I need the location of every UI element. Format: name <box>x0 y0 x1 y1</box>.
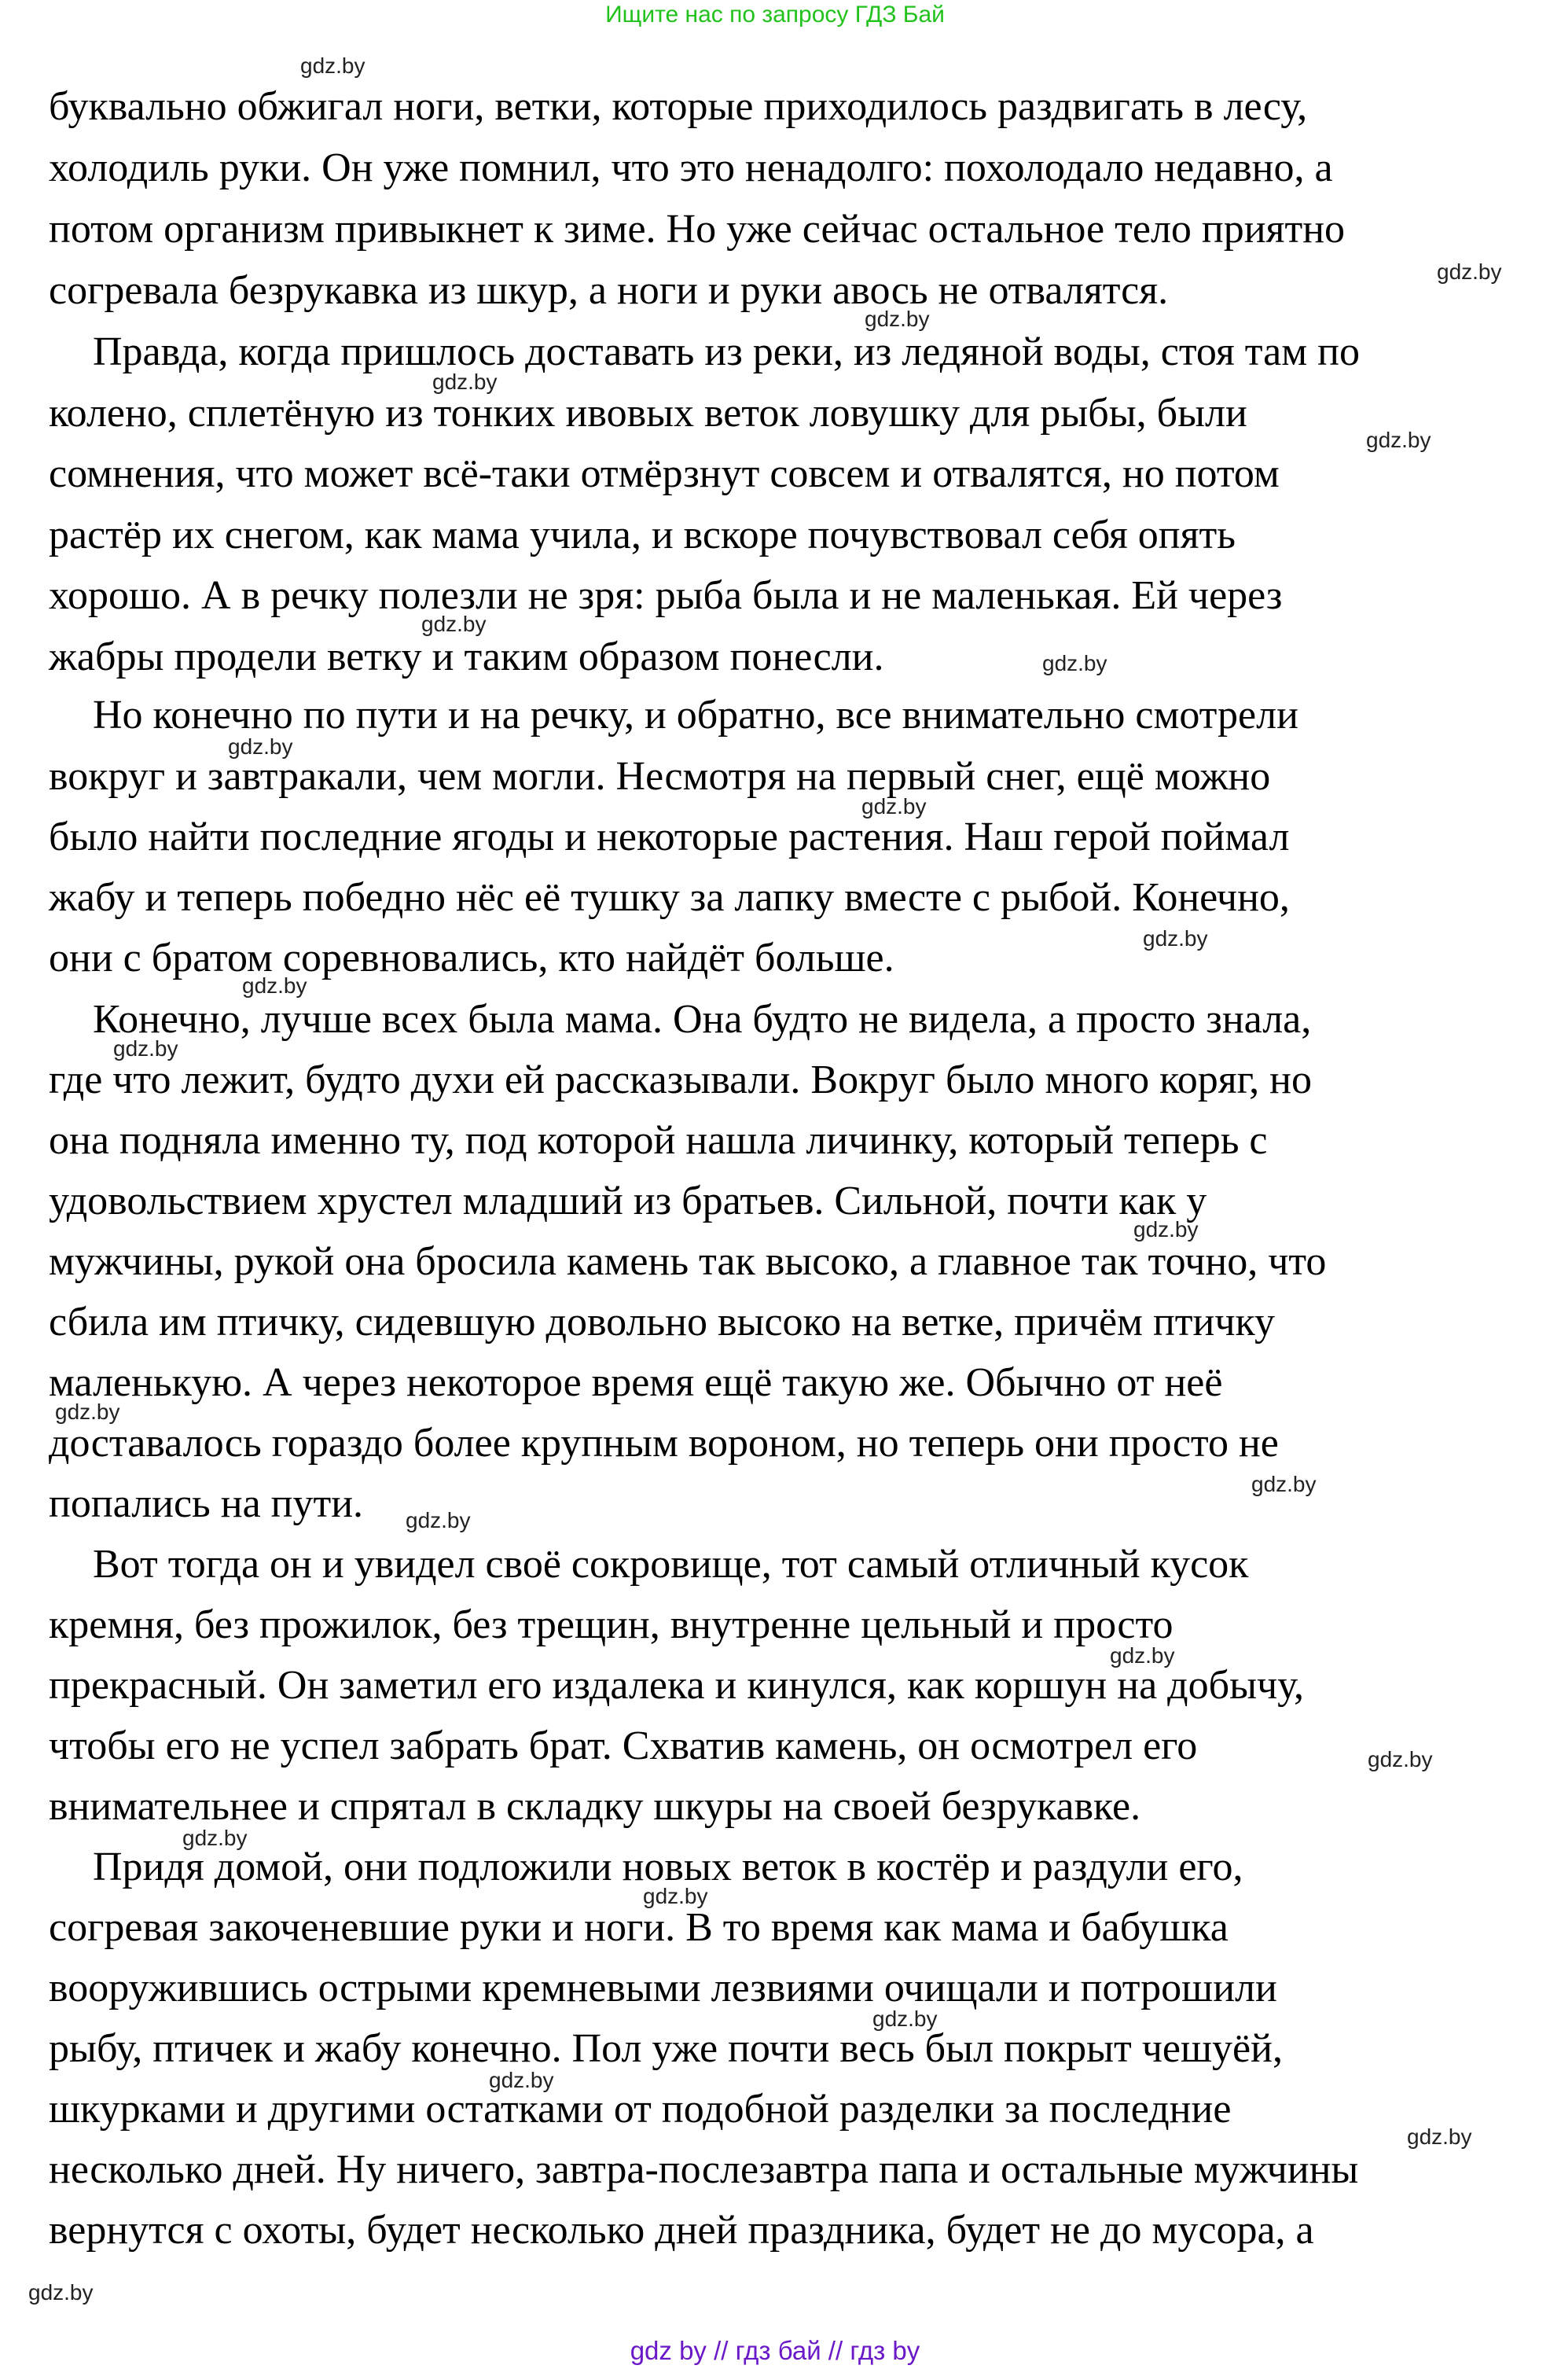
text-line: потом организм привыкнет к зиме. Но уже сейчас остальное тело приятно <box>49 207 1346 252</box>
text-line: удовольствием хрустел младший из братьев. Сильной, почти как у <box>49 1179 1207 1223</box>
watermark: gdz.by <box>113 1036 178 1061</box>
watermark: gdz.by <box>865 307 930 331</box>
watermark: gdz.by <box>1042 651 1107 675</box>
search-hint-banner: Ищите нас по запросу ГДЗ Бай <box>605 2 945 28</box>
text-line: холодиль руки. Он уже помнил, что это ненадолго: похолодало недавно, а <box>49 145 1333 190</box>
text-line: они с братом соревновались, кто найдёт больше. <box>49 936 894 980</box>
text-line: Конечно, лучше всех была мама. Она будто не видела, а просто знала, <box>93 997 1312 1042</box>
watermark: gdz.by <box>1407 2124 1472 2149</box>
watermark: gdz.by <box>432 370 498 394</box>
text-line: мужчины, рукой она бросила камень так высоко, а главное так точно, что <box>49 1239 1327 1284</box>
watermark: gdz.by <box>1110 1643 1175 1668</box>
watermark: gdz.by <box>872 2007 938 2031</box>
watermark: gdz.by <box>489 2068 554 2092</box>
text-line: было найти последние ягоды и некоторые растения. Наш герой поймал <box>49 815 1290 859</box>
text-line: попались на пути. <box>49 1481 364 1526</box>
watermark: gdz.by <box>300 53 365 78</box>
text-line: хорошо. А в речку полезли не зря: рыба была и не маленькая. Ей через <box>49 573 1283 618</box>
text-line: жабу и теперь победно нёс её тушку за лапку вместе с рыбой. Конечно, <box>49 875 1290 920</box>
text-line: чтобы его не успел забрать брат. Схватив камень, он осмотрел его <box>49 1723 1198 1768</box>
text-line: вооружившись острыми кремневыми лезвиями очищали и потрошили <box>49 1966 1277 2010</box>
text-line: шкурками и другими остатками от подобной разделки за последние <box>49 2087 1232 2132</box>
watermark: gdz.by <box>228 734 293 759</box>
text-line: доставалось гораздо более крупным вороном, но теперь они просто не <box>49 1421 1279 1466</box>
watermark: gdz.by <box>242 973 307 998</box>
text-line: где что лежит, будто духи ей рассказывали. Вокруг было много коряг, но <box>49 1058 1312 1102</box>
watermark: gdz.by <box>421 612 487 636</box>
text-line: Правда, когда пришлось доставать из реки, из ледяной воды, стоя там по <box>93 329 1360 374</box>
text-line: рыбу, птичек и жабу конечно. Пол уже почти весь был покрыт чешуёй, <box>49 2026 1283 2071</box>
text-line: вернутся с охоты, будет несколько дней праздника, будет не до мусора, а <box>49 2208 1314 2253</box>
watermark: gdz.by <box>1143 926 1208 951</box>
text-line: кремня, без прожилок, без трещин, внутренне цельный и просто <box>49 1602 1174 1647</box>
watermark: gdz.by <box>1133 1217 1199 1241</box>
footer-banner: gdz by // гдз бай // гдз by <box>630 2336 920 2365</box>
watermark: gdz.by <box>861 794 927 818</box>
watermark: gdz.by <box>1437 259 1502 284</box>
watermark: gdz.by <box>1366 428 1431 452</box>
watermark: gdz.by <box>643 1884 708 1908</box>
watermark: gdz.by <box>182 1826 248 1850</box>
text-line: Но конечно по пути и на речку, и обратно, все внимательно смотрели <box>93 693 1298 738</box>
text-line: прекрасный. Он заметил его издалека и кинулся, как коршун на добычу, <box>49 1663 1304 1708</box>
watermark: gdz.by <box>1368 1747 1433 1771</box>
text-line: растёр их снегом, как мама учила, и вскоре почувствовал себя опять <box>49 513 1236 557</box>
text-line: Вот тогда он и увидел своё сокровище, тот самый отличный кусок <box>93 1542 1249 1587</box>
text-line: несколько дней. Ну ничего, завтра-послезавтра папа и остальные мужчины <box>49 2147 1359 2192</box>
text-line: Придя домой, они подложили новых веток в костёр и раздули его, <box>93 1845 1243 1889</box>
text-line: она подняла именно ту, под которой нашла личинку, который теперь с <box>49 1118 1268 1163</box>
text-line: согревала безрукавка из шкур, а ноги и руки авось не отвалятся. <box>49 268 1169 313</box>
watermark: gdz.by <box>406 1508 471 1532</box>
text-line: жабры продели ветку и таким образом понесли. <box>49 635 884 679</box>
text-line: буквально обжигал ноги, ветки, которые приходилось раздвигать в лесу, <box>49 84 1308 129</box>
text-line: сомнения, что может всё-таки отмёрзнут совсем и отвалятся, но потом <box>49 451 1280 496</box>
watermark: gdz.by <box>1251 1472 1317 1496</box>
watermark: gdz.by <box>28 2280 94 2305</box>
text-line: вокруг и завтракали, чем могли. Несмотря на первый снег, ещё можно <box>49 754 1271 799</box>
text-line: колено, сплетёную из тонких ивовых веток ловушку для рыбы, были <box>49 391 1247 436</box>
text-line: согревая закоченевшие руки и ноги. В то время как мама и бабушка <box>49 1905 1229 1950</box>
text-line: маленькую. А через некоторое время ещё такую же. Обычно от неё <box>49 1360 1223 1405</box>
watermark: gdz.by <box>55 1400 120 1424</box>
text-line: сбила им птичку, сидевшую довольно высоко на ветке, причём птичку <box>49 1300 1276 1344</box>
text-line: внимательнее и спрятал в складку шкуры на своей безрукавке. <box>49 1784 1141 1829</box>
